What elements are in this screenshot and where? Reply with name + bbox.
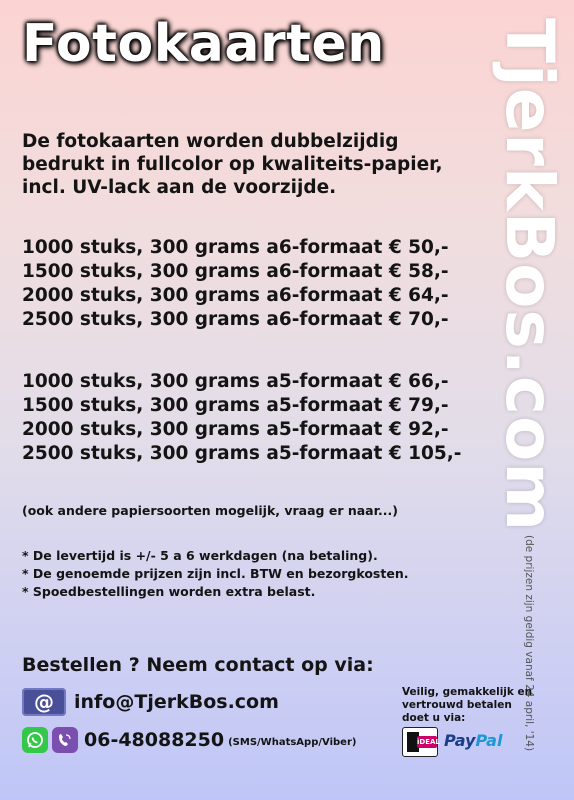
price-line: 1000 stuks, 300 grams a5-formaat € 66,- [22, 371, 449, 392]
phone-number[interactable]: 06-48088250 [84, 729, 225, 751]
terms-item: * De genoemde prijzen zijn incl. BTW en bezorgkosten. [22, 566, 409, 581]
price-line: 2000 stuks, 300 grams a6-formaat € 64,- [22, 285, 449, 306]
paypal-logo [444, 731, 502, 750]
paypal-part2: Pal [475, 731, 503, 750]
payment-line: doet u via: [402, 712, 466, 724]
terms-list [22, 547, 408, 601]
ideal-badge: iDEAL [417, 738, 440, 746]
intro-text [22, 130, 492, 199]
price-line: 1500 stuks, 300 grams a5-formaat € 79,- [22, 395, 449, 416]
page-title: Fotokaarten [22, 14, 385, 74]
terms-item: * De levertijd is +/- 5 a 6 werkdagen (na betaling). [22, 548, 378, 563]
viber-icon [52, 727, 78, 753]
phone-row [22, 727, 356, 753]
whatsapp-icon [22, 727, 48, 753]
payment-text [402, 686, 532, 725]
terms-item: * Spoedbestellingen worden extra belast. [22, 584, 316, 599]
paypal-part1: Pay [444, 731, 476, 750]
intro-line: incl. UV-lack aan de voorzijde. [22, 177, 337, 198]
email-row [22, 688, 279, 716]
paper-note: (ook andere papiersoorten mogelijk, vraag er naar...) [22, 503, 398, 518]
price-line: 2000 stuks, 300 grams a5-formaat € 92,- [22, 419, 449, 440]
at-sign-icon: @ [22, 688, 66, 716]
ideal-logo [402, 727, 438, 757]
order-heading: Bestellen ? Neem contact op via: [22, 654, 374, 676]
price-validity-note: (de prijzen zijn geldig vanaf 24 april, '14) [523, 535, 535, 752]
price-list-a5 [22, 370, 461, 466]
payment-line: Veilig, gemakkelijk en [402, 686, 533, 698]
price-line: 1500 stuks, 300 grams a6-formaat € 58,- [22, 261, 449, 282]
price-line: 2500 stuks, 300 grams a5-formaat € 105,- [22, 443, 462, 464]
phone-channels: (SMS/WhatsApp/Viber) [228, 736, 357, 748]
price-line: 1000 stuks, 300 grams a6-formaat € 50,- [22, 237, 449, 258]
intro-line: bedrukt in fullcolor op kwaliteits-papier, [22, 154, 443, 175]
payment-line: vertrouwd betalen [402, 699, 512, 711]
email-link[interactable]: info@TjerkBos.com [74, 691, 279, 713]
price-list-a6 [22, 236, 449, 332]
intro-line: De fotokaarten worden dubbelzijdig [22, 131, 399, 152]
price-line: 2500 stuks, 300 grams a6-formaat € 70,- [22, 309, 449, 330]
brand-watermark: TjerkBos.com [491, 18, 568, 533]
